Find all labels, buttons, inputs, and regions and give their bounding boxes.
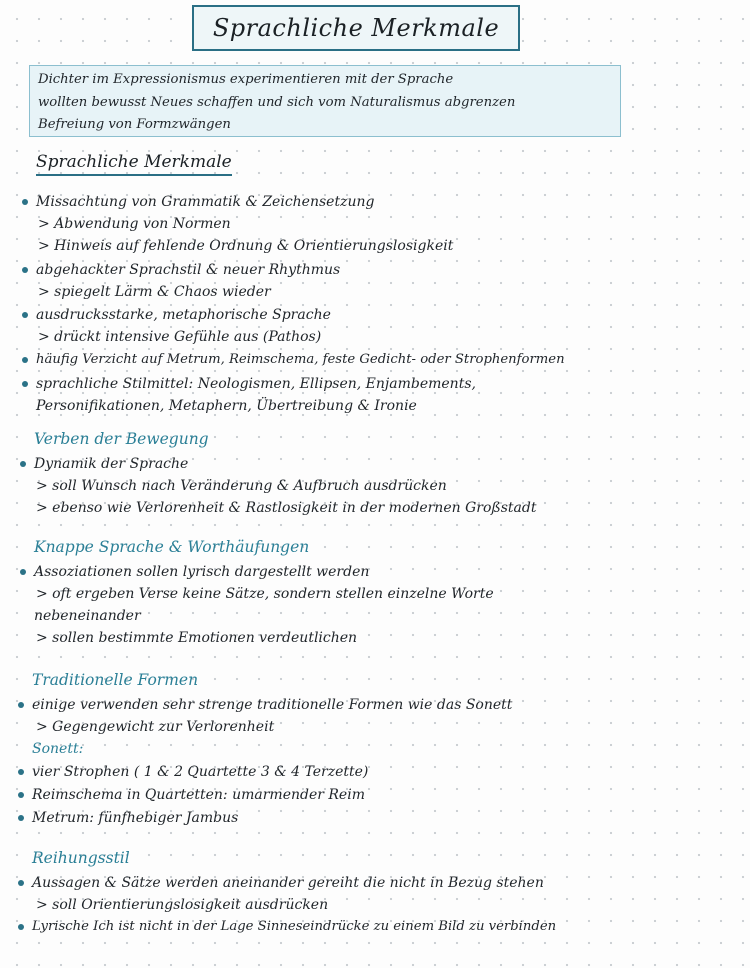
intro-line: Dichter im Expressionismus experimentieren mit der Sprache [38, 72, 454, 87]
bullet-dot [22, 357, 28, 363]
bullet-dot [18, 924, 24, 930]
list-item: ausdrucksstarke, metaphorische Sprache [36, 307, 331, 323]
bullet-dot [22, 312, 28, 318]
bullet-dot [22, 199, 28, 205]
bullet-dot [18, 815, 24, 821]
list-item: sprachliche Stilmittel: Neologismen, Ellipsen, Enjambements, [36, 376, 476, 392]
sub-item: > Gegengewicht zur Verlorenheit [36, 719, 275, 735]
section-heading-traditionelle-formen: Traditionelle Formen [32, 671, 199, 689]
bullet-dot [18, 702, 24, 708]
list-item: Reimschema in Quartetten: umarmender Reim [32, 787, 365, 803]
list-item: häufig Verzicht auf Metrum, Reimschema, feste Gedicht- oder Strophenformen [36, 352, 565, 367]
list-item: Aussagen & Sätze werden aneinander gereiht die nicht in Bezug stehen [32, 875, 544, 891]
bullet-dot [22, 381, 28, 387]
sub-item: > drückt intensive Gefühle aus (Pathos) [38, 329, 322, 345]
section-heading-reihungsstil: Reihungsstil [32, 849, 130, 867]
bullet-dot [18, 792, 24, 798]
list-item: Dynamik der Sprache [34, 456, 189, 472]
bullet-dot [20, 461, 26, 467]
sub-item: > ebenso wie Verlorenheit & Rastlosigkeit in der modernen Großstadt [36, 500, 537, 516]
sub-item: > oft ergeben Verse keine Sätze, sondern stellen einzelne Worte [36, 586, 494, 602]
list-item: abgehackter Sprachstil & neuer Rhythmus [36, 262, 341, 278]
bullet-dot [20, 569, 26, 575]
bullet-dot [18, 769, 24, 775]
list-item: Missachtung von Grammatik & Zeichensetzung [36, 194, 375, 210]
sub-item: > soll Wunsch nach Veränderung & Aufbruch ausdrücken [36, 478, 447, 494]
intro-box [29, 65, 621, 137]
sub-item: > soll Orientierungslosigkeit ausdrücken [36, 897, 329, 913]
list-item: Lyrische Ich ist nicht in der Lage Sinneseindrücke zu einem Bild zu verbinden [32, 919, 557, 934]
section-heading-knappe-sprache: Knappe Sprache & Worthäufungen [34, 538, 310, 556]
section-heading-sprachliche-merkmale: Sprachliche Merkmale [36, 152, 232, 176]
sub-item: > Abwendung von Normen [38, 216, 231, 232]
list-item-continuation: Personifikationen, Metaphern, Übertreibung & Ironie [36, 398, 417, 414]
bullet-dot [22, 267, 28, 273]
page-title: Sprachliche Merkmale [192, 5, 520, 51]
subheading-sonett: Sonett: [32, 741, 84, 757]
list-item: vier Strophen ( 1 & 2 Quartette 3 & 4 Terzette) [32, 764, 369, 780]
section-heading-verben-der-bewegung: Verben der Bewegung [34, 430, 209, 448]
intro-line: wollten bewusst Neues schaffen und sich vom Naturalismus abgrenzen [38, 94, 516, 110]
bullet-dot [18, 880, 24, 886]
list-item: Assoziationen sollen lyrisch dargestellt werden [34, 564, 370, 580]
list-item: Metrum: fünfhebiger Jambus [32, 810, 239, 826]
list-item: einige verwenden sehr strenge traditionelle Formen wie das Sonett [32, 697, 513, 713]
sub-item: > Hinweis auf fehlende Ordnung & Orientierungslosigkeit [38, 238, 454, 254]
sub-item: > sollen bestimmte Emotionen verdeutlichen [36, 630, 358, 646]
sub-item: > spiegelt Lärm & Chaos wieder [38, 284, 271, 300]
intro-line: Befreiung von Formzwängen [38, 117, 231, 132]
sub-item-continuation: nebeneinander [34, 608, 141, 624]
